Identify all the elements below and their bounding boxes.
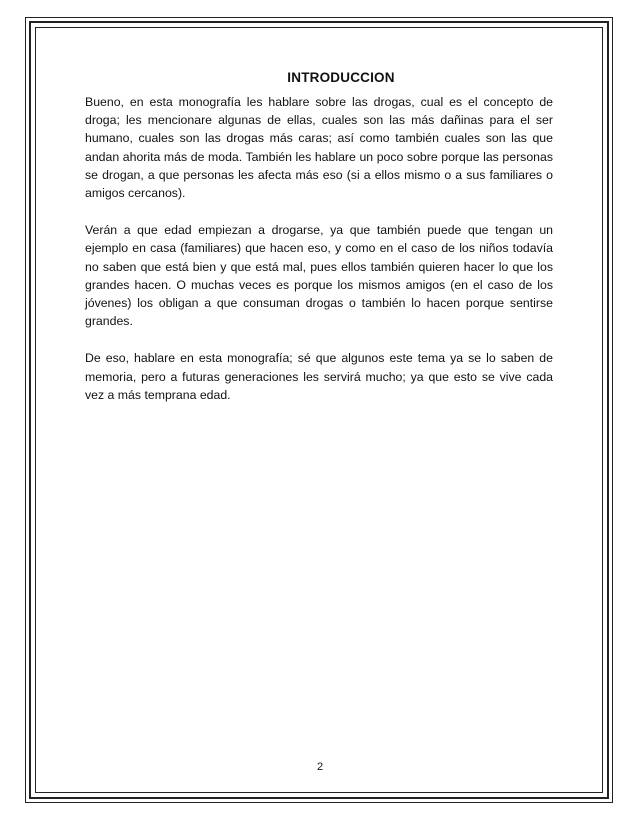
document-body: [85, 70, 553, 423]
paragraph-2: Verán a que edad empiezan a drogarse, ya que también puede que tengan un ejemplo en casa (familiares) que hacen eso, y como en el caso de los niños todavía no saben que está bien y que está mal, pues ellos también quieren hacer lo que los grandes hacen. O muchas veces es porque los mismos amigos (en el caso de los jóvenes) los obligan a que consuman drogas o también lo hacen porque sentirse grandes.: [85, 223, 553, 329]
document-title: INTRODUCCION: [287, 70, 395, 85]
paragraph-3: De eso, hablare en esta monografía; sé que algunos este tema ya se lo saben de memoria, pero a futuras generaciones les servirá mucho; ya que esto se vive cada vez a más temprana edad.: [85, 351, 553, 402]
page-number: 2: [316, 761, 324, 773]
paragraph-1: Bueno, en esta monografía les hablare sobre las drogas, cual es el concepto de droga; les mencionare algunas de ellas, cuales son las más dañinas para el ser humano, cuales son las drogas más caras; así como también cuales son las que andan ahorita más de moda. También les hablare un poco sobre porque las personas se drogan, a que personas les afecta más eso (si a ellos mismo o a sus familiares o amigos cercanos).: [85, 95, 553, 201]
